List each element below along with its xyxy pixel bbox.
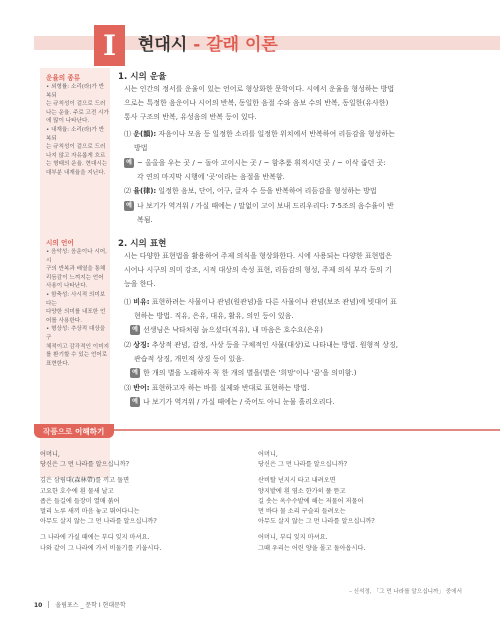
sidebar-line: 표현한다. — [46, 360, 70, 367]
sidebar-line: 는 규칙성이 겉으로 드러 — [46, 144, 106, 151]
item-continuation: 방법 — [134, 144, 148, 153]
example-meter — [124, 199, 470, 227]
example-badge: 예 — [130, 368, 140, 378]
item-continuation: 현하는 방법. 직유, 은유, 대유, 활유, 의인 등이 있음. — [134, 312, 294, 321]
poem-left-column — [40, 450, 161, 554]
item-keyword: 상징: — [133, 341, 150, 349]
poem-line: 그때 우리는 어린 양을 몰고 돌아옵시다. — [258, 544, 366, 552]
poem-source: – 신석정, 「그 먼 나라를 알으십니까」 중에서 — [349, 589, 462, 595]
item-number: ⑴ — [124, 130, 131, 138]
poem-line: 나와 같이 그 나라에 가서 비둘기를 키웁시다. — [40, 544, 162, 552]
item-keyword: 비유: — [133, 298, 150, 306]
example-continuation: 복됨. — [137, 216, 153, 225]
poem-line: 아무도 살지 않는 그 먼 나라를 알으십니까? — [40, 518, 157, 526]
sidebar-line: 다양한 의미를 내포한 언 — [46, 309, 106, 316]
title-main: 현대시 — [138, 35, 188, 55]
title-separator: - — [187, 35, 207, 55]
paragraph-line: 시는 인간의 정서를 운율이 있는 언어로 형상화한 문학이다. 시에서 운율을 형성하는 방법 — [124, 85, 395, 93]
sidebar-line: 구의 반복과 배열을 통해 — [46, 266, 106, 273]
poem-line: 당신은 그 먼 나라를 알으십니까? — [258, 461, 347, 469]
item-text: 자음이나 모음 등 일정한 소리를 일정한 위치에서 반복하여 리듬감을 형성하는 — [156, 130, 395, 138]
poem-line: 양지밭에 흰 염소 한가히 풀 뜯고 — [258, 487, 346, 495]
example-symbol — [130, 366, 470, 380]
item-number: ⑵ — [124, 187, 131, 195]
sidebar-line: • 내재율: 소리(라)가 반복되 — [46, 126, 105, 142]
works-heading-rest: 이해하기 — [72, 427, 105, 436]
sidebar-line: • 외형률: 소리(라)가 반복되 — [46, 84, 105, 99]
paragraph-line: 능을 한다. — [124, 280, 156, 289]
paragraph-line: 시어나 시구의 의미 강조, 시적 대상의 속성 표현, 리듬감의 형성, 주제 의식 부각 등의 기 — [124, 266, 392, 275]
sidebar-line: 는 규칙성이 겉으로 드러 — [46, 101, 106, 108]
sidebar-text-language — [46, 248, 109, 368]
section-title-expression: 2. 시의 표현 — [118, 239, 167, 249]
sidebar-line: 를 환기할 수 있는 언어로 — [46, 352, 108, 359]
sidebar-line: 리듬감이 느껴지는 언어 — [46, 274, 104, 281]
poem-line: 깊은 삼림대(森林帶)를 끼고 돌면 — [40, 477, 130, 485]
page-header — [0, 0, 500, 70]
example-badge: 예 — [130, 325, 140, 335]
item-number: ⑵ — [124, 341, 131, 349]
sidebar-text-rhythm — [46, 83, 109, 178]
example-irony — [130, 395, 470, 409]
poem-line: 길 솟는 옥수수밭에 해는 저물어 저물어 — [258, 497, 364, 505]
works-heading-em: 작품으로 — [43, 427, 73, 436]
item-continuation: 관습적 상징, 개인적 상징 등이 있음. — [134, 355, 245, 364]
sidebar-line: 체적이고 감각적인 이미지 — [46, 343, 109, 350]
sidebar-line: 사용이 나타난다. — [46, 283, 88, 290]
item-keyword: 반어: — [133, 384, 150, 392]
poem-line: 어머니, 부디 잊지 마셔요. — [258, 534, 328, 542]
poem-line: 고요한 호수에 흰 물새 날고 — [40, 487, 114, 495]
poem-line: 당신은 그 먼 나라를 알으십니까? — [40, 461, 129, 469]
list-item-irony — [124, 381, 470, 395]
sidebar-heading-rhythm: 운율의 종류 — [46, 74, 81, 82]
list-item-metaphor — [124, 295, 470, 323]
example-text: 한 개의 별을 노래하자 꼭 한 개의 별을(별은 '희망'이나 '꿈'을 의미함.) — [143, 369, 357, 377]
list-item-rhyme — [124, 127, 470, 155]
page-title — [138, 30, 278, 55]
sidebar-line: 어를 사용한다. — [46, 317, 82, 324]
sidebar-line: 나지 않고 자유롭게 흐르 — [46, 152, 106, 159]
poem-line: 먼 바다 물 소리 구슬피 들려오는 — [258, 508, 346, 516]
footer-divider — [48, 601, 49, 608]
example-text: 나 보기가 역겨워 / 가실 때에는 / 말없이 고이 보내 드리우리다: 7·5조의 음수율이 반 — [137, 202, 394, 210]
item-text: 일정한 음보, 단어, 어구, 글자 수 등을 반복하여 리듬감을 형성하는 방법 — [156, 187, 377, 195]
paragraph-line: 으로는 특정한 음운이나 시어의 반복, 동일한 음절 수와 음보 수의 반복, 동일한(유사한) — [124, 99, 389, 108]
item-text: 표현하려는 사물이나 관념(원관념)을 다른 사물이나 관념(보조 관념)에 빗대어 표 — [149, 298, 397, 306]
sidebar-line: • 음악성: 음운이나 시어, 시 — [46, 249, 107, 264]
section-paragraph-rhythm — [124, 82, 470, 125]
sidebar-line: • 함축성: 사시적 의미보다는 — [46, 291, 106, 307]
example-badge: 예 — [124, 158, 134, 168]
paragraph-line: 시는 다양한 표현법을 활용하여 주제 의식을 형상화한다. 시에 사용되는 다양한 표현법은 — [124, 252, 392, 260]
item-keyword: 율(律): — [133, 187, 157, 195]
item-keyword: 운(韻): — [133, 130, 157, 138]
example-continuation: 각 연의 마지막 시행에 '곳'이라는 음절을 반복함. — [137, 173, 285, 182]
section-paragraph-expression — [124, 249, 470, 292]
page-number: 10 — [34, 602, 43, 609]
book-title: 올림포스 _ 문학 I 현대문학 — [55, 602, 126, 609]
list-item-meter — [124, 184, 470, 198]
sidebar-line: • 형상성: 추상적 대상을 구 — [46, 326, 106, 341]
item-text: 표현하고자 하는 바를 실제와 반대로 표현하는 방법. — [149, 384, 310, 392]
poem-line: 멀리 노루 새끼 마음 놓고 뛰어다니는 — [40, 508, 140, 516]
chapter-badge: I — [94, 25, 125, 66]
section-title-rhythm: 1. 시의 운율 — [118, 72, 167, 82]
sidebar-line: 에 많이 나타난다. — [46, 118, 90, 125]
poem-line: 어머니, — [40, 451, 60, 458]
title-sub: 갈래 이론 — [206, 35, 278, 55]
sidebar-line: 나는 운율. 주로 고전 시가 — [46, 109, 109, 116]
item-number: ⑴ — [124, 298, 131, 306]
example-badge: 예 — [130, 397, 140, 407]
list-item-symbol — [124, 338, 470, 366]
item-text: 추상적 관념, 감정, 사상 등을 구체적인 사물(대상)로 나타내는 방법. 원형적 상징, — [149, 341, 399, 349]
example-text: 나 보기가 역겨워 / 가실 때에는 / 죽어도 아니 눈물 흘리오리다. — [143, 398, 335, 406]
paragraph-line: 통사 구조의 반복, 유성음의 반복 등이 있다. — [124, 113, 257, 122]
poem-line: 아무도 살지 않는 그 먼 나라를 알으십니까? — [258, 518, 375, 526]
poem-line: 좁은 들길에 들장미 열매 붉어 — [40, 497, 120, 505]
poem-line: 어머니, — [258, 451, 278, 458]
example-text: ~ 올올을 우는 곳 / ~ 돌아 고이시는 곳 / ~ 함추룸 휘적시던 곳 / ~ 이삭 줍던 곳: — [137, 159, 386, 167]
poem-line: 산비탈 넌지시 타고 내려오면 — [258, 477, 336, 485]
works-heading — [43, 426, 104, 437]
sidebar-heading-language: 시의 언어 — [46, 239, 74, 247]
page-footer — [34, 600, 126, 609]
poem-line: 그 나라에 가실 때에는 부디 잊지 마셔요. — [40, 534, 150, 542]
sidebar-line: 대부분 내재율을 지닌다. — [46, 169, 106, 176]
poem-right-column — [258, 450, 375, 554]
sidebar-line: 는 형태의 운율. 현대시는 — [46, 161, 108, 168]
example-badge: 예 — [124, 201, 134, 211]
example-text: 선생님은 낙타처럼 늙으셨다(직유), 내 마음은 호수요(은유) — [143, 326, 323, 334]
example-rhyme — [124, 156, 470, 184]
item-number: ⑶ — [124, 384, 131, 392]
example-metaphor — [130, 323, 470, 337]
